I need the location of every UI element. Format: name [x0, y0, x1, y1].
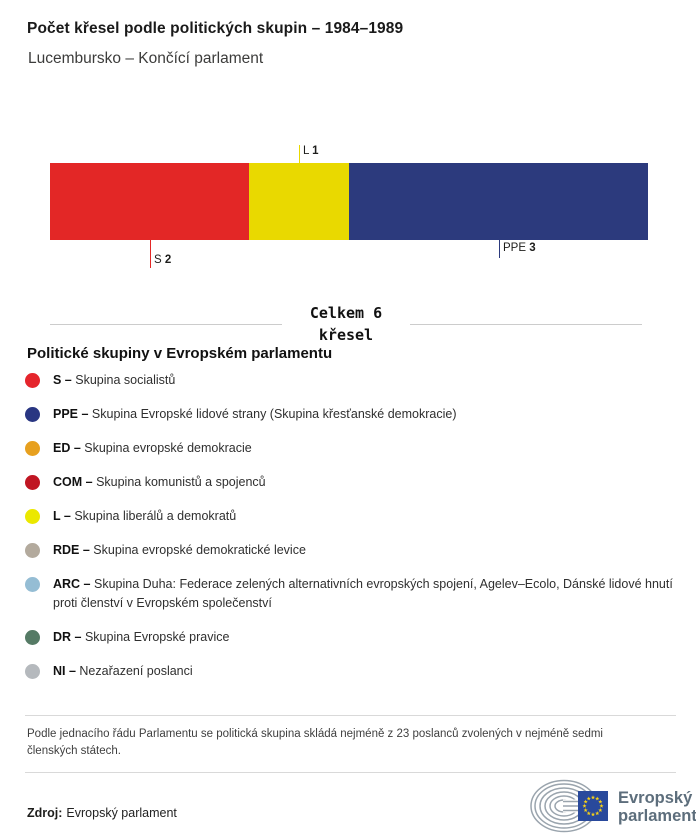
bar-label-value: 1 — [312, 145, 319, 157]
legend-color-dot — [25, 475, 40, 490]
legend-label: PPE – Skupina Evropské lidové strany (Skupina křesťanské demokracie) — [53, 407, 457, 421]
legend-item-arc — [25, 575, 680, 613]
bar-label-s — [154, 254, 171, 267]
legend-code: PPE – — [53, 407, 92, 421]
legend-color-dot — [25, 373, 40, 388]
ep-logo — [528, 778, 696, 839]
legend-code: NI – — [53, 664, 80, 678]
legend-color-dot — [25, 407, 40, 422]
bar-label-ppe — [503, 242, 536, 255]
legend-color-dot — [25, 630, 40, 645]
legend-code: ED – — [53, 441, 85, 455]
bar-label-value: 3 — [529, 242, 536, 254]
legend-label: ED – Skupina evropské demokracie — [53, 441, 252, 455]
page-title: Počet křesel podle politických skupin – 1984–1989 — [27, 20, 404, 37]
legend-item-ni — [25, 662, 680, 681]
legend-label: S – Skupina socialistů — [53, 373, 176, 387]
footnote-divider — [25, 715, 676, 716]
footnote-text: Podle jednacího řádu Parlamentu se politická skupina skládá nejméně z 23 poslanců zvolených v nejméně sedmi členských státech. — [27, 728, 603, 757]
legend-item-rde — [25, 541, 680, 560]
legend-color-dot — [25, 664, 40, 679]
legend-code: COM – — [53, 475, 97, 489]
bar-label-code: S — [154, 254, 165, 266]
legend-code: L – — [53, 509, 75, 523]
legend-heading: Politické skupiny v Evropském parlamentu — [27, 345, 333, 362]
total-line2: křesel — [318, 326, 374, 344]
ep-logo-svg — [528, 778, 696, 834]
legend-label: L – Skupina liberálů a demokratů — [53, 509, 237, 523]
legend-label: DR – Skupina Evropské pravice — [53, 630, 230, 644]
legend-code: DR – — [53, 630, 85, 644]
bottom-divider — [25, 772, 676, 773]
legend-code: ARC – — [53, 577, 94, 591]
logo-text-line1: Evropský — [618, 789, 693, 807]
legend-item-l — [25, 507, 680, 526]
total-rule-right — [410, 324, 642, 325]
logo-text-line2: parlament — [618, 807, 696, 825]
legend-code: RDE – — [53, 543, 94, 557]
bar-label-value: 2 — [164, 254, 172, 266]
legend-item-s — [25, 371, 680, 390]
legend-color-dot — [25, 441, 40, 456]
source-line — [27, 806, 177, 820]
bar-tick-s — [150, 240, 151, 268]
legend-label: RDE – Skupina evropské demokratické levice — [53, 543, 306, 557]
total-rule-left — [50, 324, 282, 325]
bar-tick-ppe — [499, 240, 500, 258]
legend-code: S – — [53, 373, 76, 387]
legend-color-dot — [25, 577, 40, 592]
page-subtitle: Lucembursko – Končící parlament — [28, 50, 264, 67]
legend-label: COM – Skupina komunistů a spojenců — [53, 475, 266, 489]
bar-label-code: PPE — [503, 242, 530, 254]
legend-label: NI – Nezařazení poslanci — [53, 664, 193, 678]
legend-list — [25, 371, 680, 696]
bar-segment-l — [249, 163, 349, 240]
bar-segment-s — [50, 163, 249, 240]
bar-label-l — [303, 145, 319, 158]
legend-color-dot — [25, 543, 40, 558]
bar-tick-l — [299, 145, 300, 163]
legend-item-dr — [25, 628, 680, 647]
source-label: Zdroj: — [27, 806, 63, 820]
total-seats-text — [282, 302, 410, 346]
total-line1: Celkem 6 — [309, 304, 383, 322]
source-value: Evropský parlament — [66, 806, 177, 820]
total-seats-block — [50, 302, 642, 346]
bar-label-code: L — [303, 145, 313, 157]
legend-item-ppe — [25, 405, 680, 424]
legend-item-ed — [25, 439, 680, 458]
bar-segment-ppe — [349, 163, 648, 240]
legend-color-dot — [25, 509, 40, 524]
legend-item-com — [25, 473, 680, 492]
seat-chart — [0, 140, 700, 275]
legend-label: ARC – Skupina Duha: Federace zelených alternativních evropských spojení, Agelev–Ecolo, Dánské lidové hnutí proti členství v Evropském společenství — [53, 577, 673, 610]
